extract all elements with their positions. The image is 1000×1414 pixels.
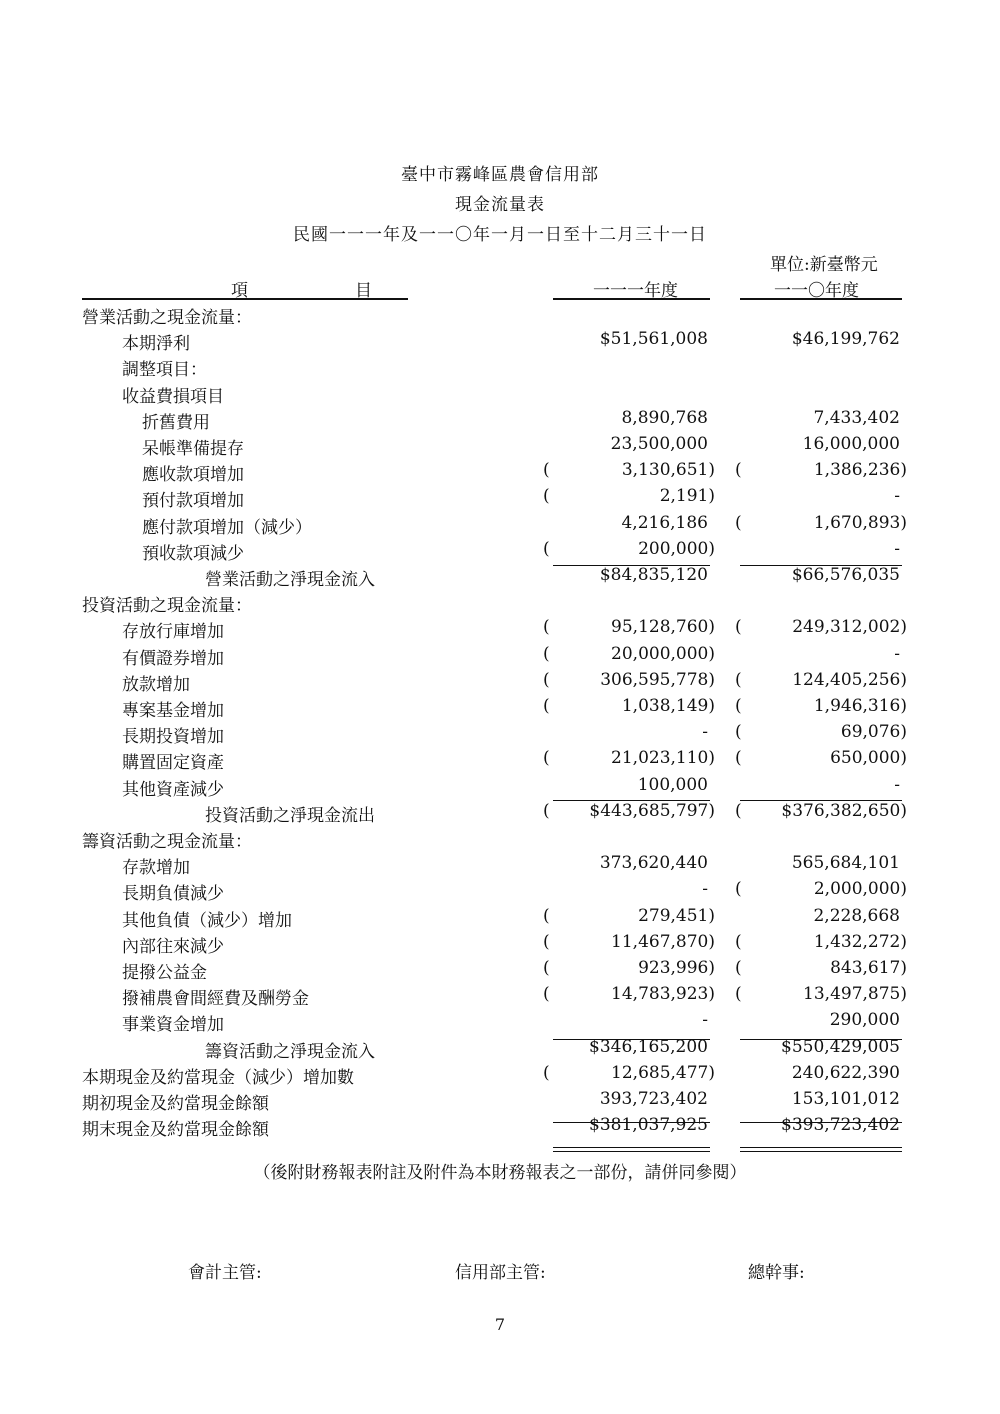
row-label: 籌資活動之現金流量： (82, 832, 252, 852)
value-year-110: 290,000 (829, 1010, 900, 1031)
row-label: 本期淨利 (122, 334, 190, 355)
row-label: 事業資金增加 (122, 1015, 224, 1036)
row-label: 提撥公益金 (122, 963, 207, 983)
value-year-111: - (702, 722, 708, 743)
negative-paren-y1: ( (543, 460, 550, 481)
value-year-111: 21,023,110) (611, 748, 715, 769)
negative-paren-y2: ( (735, 879, 742, 900)
value-year-111: $443,685,797) (589, 800, 715, 821)
currency-unit: 單位:新臺幣元 (770, 255, 878, 275)
negative-paren-y1: ( (543, 748, 550, 769)
table-row (0, 1061, 1000, 1087)
subtotal-rule-operating-y1 (553, 565, 710, 566)
signature-accounting-supervisor: 會計主管: (188, 1263, 262, 1283)
table-row (0, 563, 1000, 589)
row-label: 期末現金及約當現金餘額 (82, 1120, 269, 1141)
subtotal-rule-investing-y2 (740, 800, 902, 801)
value-year-110: 2,228,668 (813, 905, 900, 926)
table-row (0, 589, 1000, 615)
value-year-111: 2,191) (659, 486, 715, 507)
value-year-111: 95,128,760) (611, 617, 715, 638)
value-year-111: $381,037,925 (589, 1115, 708, 1136)
value-year-111: 12,685,477) (611, 1062, 715, 1083)
column-header-year-111: 一一一年度 (593, 281, 678, 301)
signature-general-manager: 總幹事: (748, 1263, 805, 1283)
row-label: 折舊費用 (142, 412, 210, 433)
row-label: 投資活動之淨現金流出 (205, 805, 375, 826)
double-rule-y2 (740, 1147, 902, 1152)
row-label: 營業活動之淨現金流入 (205, 570, 375, 590)
table-row (0, 458, 1000, 484)
header-rule-y1 (553, 298, 710, 300)
value-year-111: - (702, 1010, 708, 1031)
row-label: 投資活動之現金流量： (82, 596, 252, 617)
value-year-110: 16,000,000 (802, 434, 900, 454)
total-rule-y2 (740, 1122, 902, 1123)
negative-paren-y1: ( (543, 800, 550, 821)
negative-paren-y1: ( (543, 905, 550, 926)
negative-paren-y2: ( (735, 958, 742, 978)
negative-paren-y2: ( (735, 984, 742, 1005)
total-rule-y1 (553, 1122, 710, 1123)
table-row (0, 746, 1000, 772)
value-year-110: 1,670,893) (813, 512, 907, 533)
table-row (0, 982, 1000, 1008)
value-year-110: 2,000,000) (813, 879, 907, 900)
negative-paren-y1: ( (543, 538, 550, 559)
row-label: 長期投資增加 (122, 727, 224, 748)
value-year-110: 650,000) (830, 748, 907, 769)
table-row (0, 1008, 1000, 1034)
value-year-111: 923,996) (638, 958, 715, 978)
value-year-110: 153,101,012 (791, 1089, 900, 1109)
value-year-110: - (894, 774, 900, 795)
table-row (0, 825, 1000, 851)
organization-name: 臺中市霧峰區農會信用部 (401, 165, 599, 185)
table-row (0, 877, 1000, 903)
value-year-110: 69,076) (840, 722, 907, 743)
value-year-110: 843,617) (830, 958, 907, 978)
row-label: 存款增加 (122, 858, 190, 879)
table-row (0, 1087, 1000, 1113)
value-year-111: 1,038,149) (621, 696, 715, 716)
negative-paren-y2: ( (735, 460, 742, 481)
table-row (0, 773, 1000, 799)
row-label: 本期現金及約當現金（減少）增加數 (82, 1067, 354, 1088)
negative-paren-y2: ( (735, 696, 742, 716)
subtotal-rule-financing-y1 (553, 1039, 710, 1040)
page-number: 7 (494, 1315, 506, 1334)
column-header-item-b: 目 (355, 281, 372, 301)
negative-paren-y1: ( (543, 931, 550, 952)
value-year-111: 200,000) (638, 538, 715, 559)
negative-paren-y2: ( (735, 800, 742, 821)
table-row (0, 380, 1000, 406)
value-year-110: $66,576,035 (791, 565, 900, 585)
row-label: 放款增加 (122, 674, 190, 695)
table-row (0, 799, 1000, 825)
row-label: 調整項目： (122, 360, 207, 381)
negative-paren-y2: ( (735, 722, 742, 743)
subtotal-rule-financing-y2 (740, 1039, 902, 1040)
value-year-111: $51,561,008 (599, 329, 708, 350)
table-row (0, 956, 1000, 982)
table-row (0, 668, 1000, 694)
value-year-111: 373,620,440 (599, 853, 708, 874)
row-label: 營業活動之現金流量： (82, 308, 252, 328)
header-rule-y2 (740, 298, 902, 300)
value-year-110: 13,497,875) (803, 984, 907, 1005)
value-year-110: - (894, 486, 900, 507)
value-year-111: 11,467,870) (611, 931, 715, 952)
row-label: 預付款項增加 (142, 491, 244, 512)
table-row (0, 1113, 1000, 1139)
negative-paren-y2: ( (735, 748, 742, 769)
row-label: 專案基金增加 (122, 701, 224, 721)
row-label: 收益費損項目 (122, 386, 224, 407)
value-year-111: 279,451) (638, 905, 715, 926)
value-year-111: 393,723,402 (599, 1089, 708, 1109)
value-year-111: 100,000 (637, 774, 708, 795)
table-row (0, 353, 1000, 379)
table-row (0, 642, 1000, 668)
value-year-111: $84,835,120 (599, 565, 708, 585)
negative-paren-y2: ( (735, 617, 742, 638)
table-row (0, 904, 1000, 930)
table-row (0, 301, 1000, 327)
value-year-110: 240,622,390 (791, 1062, 900, 1083)
row-label: 呆帳準備提存 (142, 439, 244, 459)
row-label: 存放行庫增加 (122, 622, 224, 643)
negative-paren-y2: ( (735, 931, 742, 952)
value-year-110: $550,429,005 (781, 1036, 900, 1057)
value-year-111: 4,216,186 (621, 512, 708, 533)
column-header-item-a: 項 (231, 281, 248, 301)
table-row (0, 694, 1000, 720)
negative-paren-y1: ( (543, 1062, 550, 1083)
signature-credit-supervisor: 信用部主管: (455, 1263, 546, 1283)
value-year-110: 1,432,272) (813, 931, 907, 952)
subtotal-rule-investing-y1 (553, 800, 710, 801)
row-label: 內部往來減少 (122, 936, 224, 957)
value-year-110: - (894, 538, 900, 559)
table-row (0, 511, 1000, 537)
negative-paren-y1: ( (543, 643, 550, 664)
value-year-110: 1,386,236) (813, 460, 907, 481)
row-label: 撥補農會間經費及酬勞金 (122, 989, 309, 1010)
reporting-period: 民國一一一年及一一〇年一月一日至十二月三十一日 (293, 225, 707, 245)
subtotal-rule-operating-y2 (740, 565, 902, 566)
table-row (0, 406, 1000, 432)
column-header-year-110: 一一〇年度 (774, 281, 859, 301)
value-year-111: 3,130,651) (621, 460, 715, 481)
row-label: 其他資產減少 (122, 779, 224, 800)
value-year-110: 7,433,402 (813, 407, 900, 428)
value-year-111: 8,890,768 (621, 407, 708, 428)
table-row (0, 484, 1000, 510)
negative-paren-y1: ( (543, 669, 550, 690)
value-year-110: 1,946,316) (813, 696, 907, 716)
value-year-111: - (702, 879, 708, 900)
table-row (0, 930, 1000, 956)
negative-paren-y1: ( (543, 486, 550, 507)
negative-paren-y1: ( (543, 958, 550, 978)
value-year-111: $346,165,200 (589, 1036, 708, 1057)
statement-title: 現金流量表 (455, 195, 545, 215)
table-row (0, 327, 1000, 353)
row-label: 購置固定資產 (122, 753, 224, 774)
negative-paren-y1: ( (543, 617, 550, 638)
row-label: 其他負債（減少）增加 (122, 910, 292, 931)
value-year-110: 565,684,101 (791, 853, 900, 874)
row-label: 預收款項減少 (142, 543, 244, 564)
table-row (0, 615, 1000, 641)
row-label: 有價證券增加 (122, 648, 224, 669)
negative-paren-y2: ( (735, 512, 742, 533)
value-year-110: 124,405,256) (792, 669, 907, 690)
negative-paren-y2: ( (735, 669, 742, 690)
value-year-110: $376,382,650) (781, 800, 907, 821)
table-row (0, 432, 1000, 458)
row-label: 籌資活動之淨現金流入 (205, 1041, 375, 1062)
value-year-110: 249,312,002) (792, 617, 907, 638)
table-row (0, 537, 1000, 563)
value-year-111: 14,783,923) (611, 984, 715, 1005)
table-row (0, 851, 1000, 877)
negative-paren-y1: ( (543, 984, 550, 1005)
row-label: 長期負債減少 (122, 884, 224, 905)
row-label: 應收款項增加 (142, 465, 244, 486)
row-label: 期初現金及約當現金餘額 (82, 1094, 269, 1114)
double-rule-y1 (553, 1147, 710, 1152)
table-row (0, 720, 1000, 746)
value-year-111: 23,500,000 (610, 434, 708, 454)
value-year-110: $46,199,762 (791, 329, 900, 350)
value-year-111: 20,000,000) (611, 643, 715, 664)
value-year-110: $393,723,402 (781, 1115, 900, 1136)
row-label: 應付款項增加（減少） (142, 517, 312, 538)
header-rule-item (82, 298, 408, 300)
value-year-111: 306,595,778) (600, 669, 715, 690)
value-year-110: - (894, 643, 900, 664)
negative-paren-y1: ( (543, 696, 550, 716)
footnote: （後附財務報表附註及附件為本財務報表之一部份，請併同參閱） (253, 1163, 747, 1183)
